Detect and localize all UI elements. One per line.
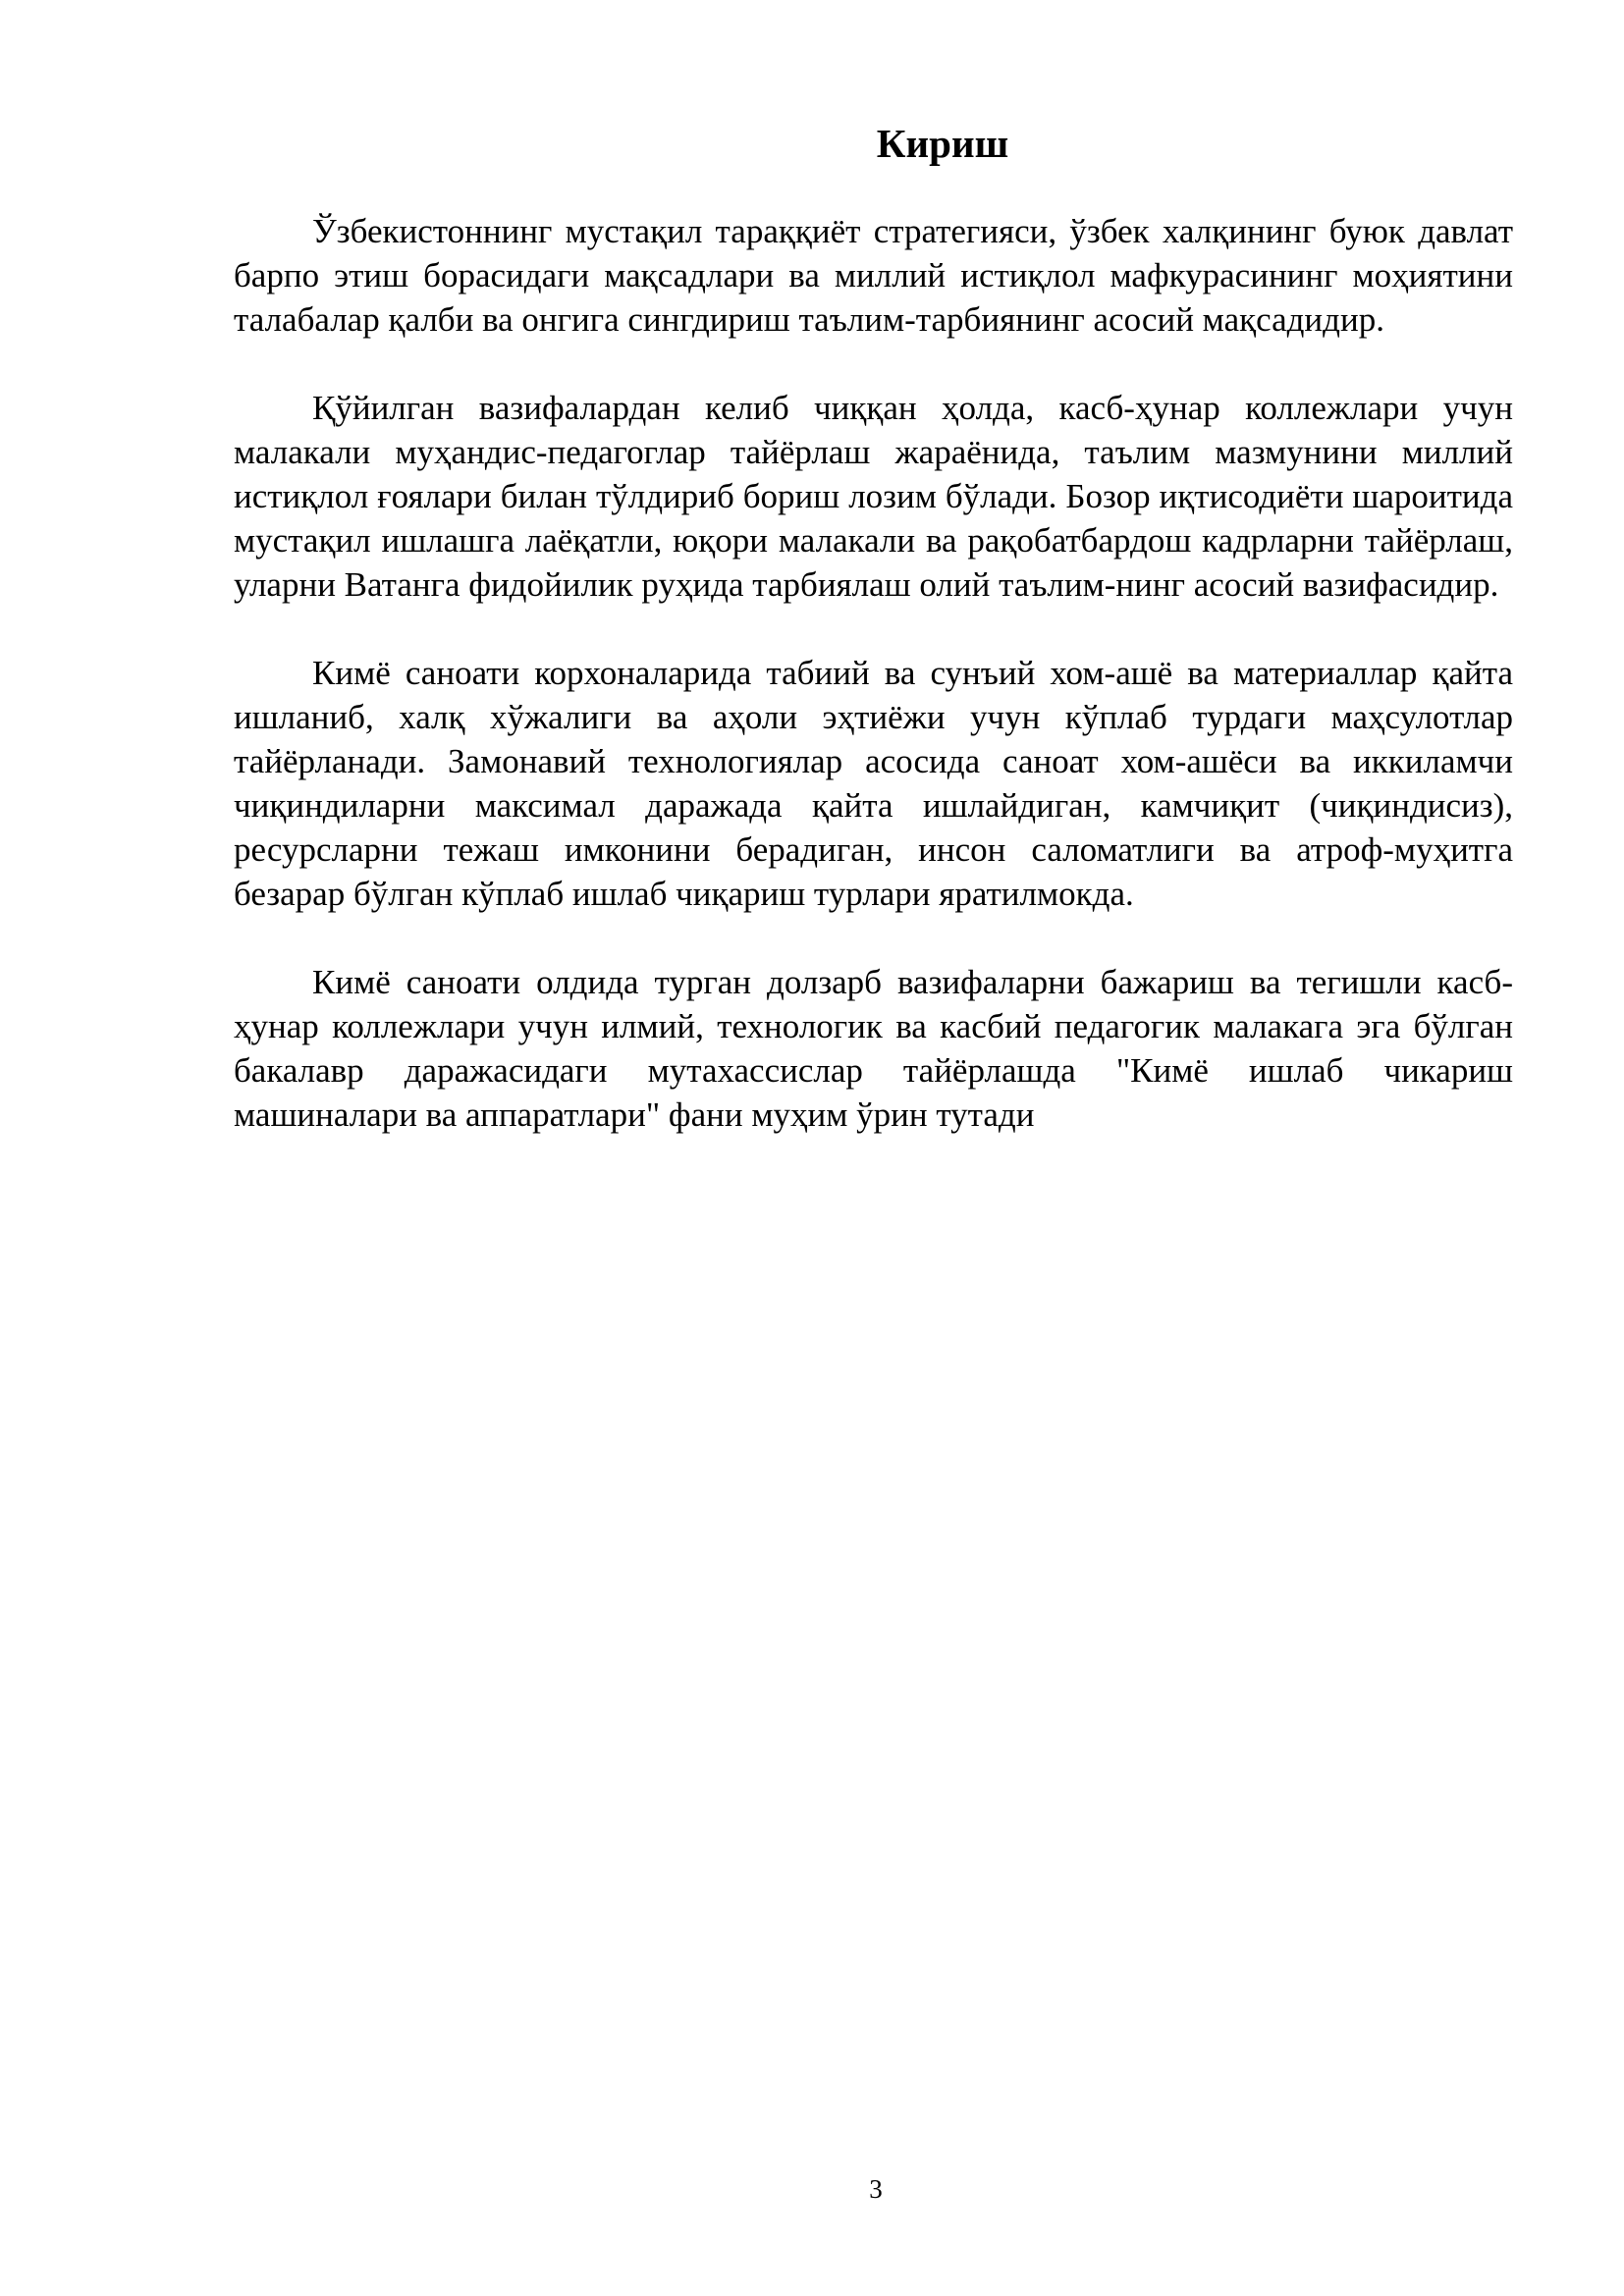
page-number: 3 xyxy=(869,2174,883,2204)
paragraph-3: Кимё саноати корхоналарида табиий ва сунъий хом-ашё ва материаллар қайта ишланиб, халқ хўжалиги ва аҳоли эҳтиёжи учун кўплаб турдаги маҳсулотлар тайёрланади. Замонавий технологиялар асосида саноат хом-ашёси ва иккиламчи чиқиндиларни максимал даражада қайта ишлайдиган, камчиқит (чиқиндисиз), ресурсларни тежаш имконини берадиган, инсон саломатлиги ва атроф-муҳитга безарар бўлган кўплаб ишлаб чиқариш турлари яратилмокда. xyxy=(234,654,1513,913)
paragraph-2: Қўйилган вазифалардан келиб чиққан ҳолда, касб-ҳунар коллежлари учун малакали муҳандис-педагоглар тайёрлаш жараёнида, таълим мазмунини миллий истиқлол ғоялари билан тўлдириб бориш лозим бўлади. Бозор иқтисодиёти шароитида мустақил ишлашга лаёқатли, юқори малакали ва рақобатбардош кадрларни тайёрлаш, уларни Ватанга фидойилик руҳида тарбиялаш олий таълим-нинг асосий вазифасидир. xyxy=(234,389,1513,604)
paragraph-1: Ўзбекистоннинг мустақил тараққиёт стратегияси, ўзбек халқининг буюк давлат барпо этиш борасидаги мақсадлари ва миллий истиқлол мафкурасининг моҳиятини талабалар қалби ва онгига сингдириш таълим-тарбиянинг асосий мақсадидир. xyxy=(234,212,1513,339)
page-title: Кириш xyxy=(876,121,1009,166)
paragraph-4: Кимё саноати олдида турган долзарб вазифаларни бажариш ва тегишли касб-ҳунар коллежлари учун илмий, технологик ва касбий педагогик малакага эга бўлган бакалавр даражасидаги мутахассислар тайёрлашда "Кимё ишлаб чикариш машиналари ва аппаратлари" фани муҳим ўрин тутади xyxy=(234,963,1513,1134)
document-body xyxy=(234,209,1513,1181)
